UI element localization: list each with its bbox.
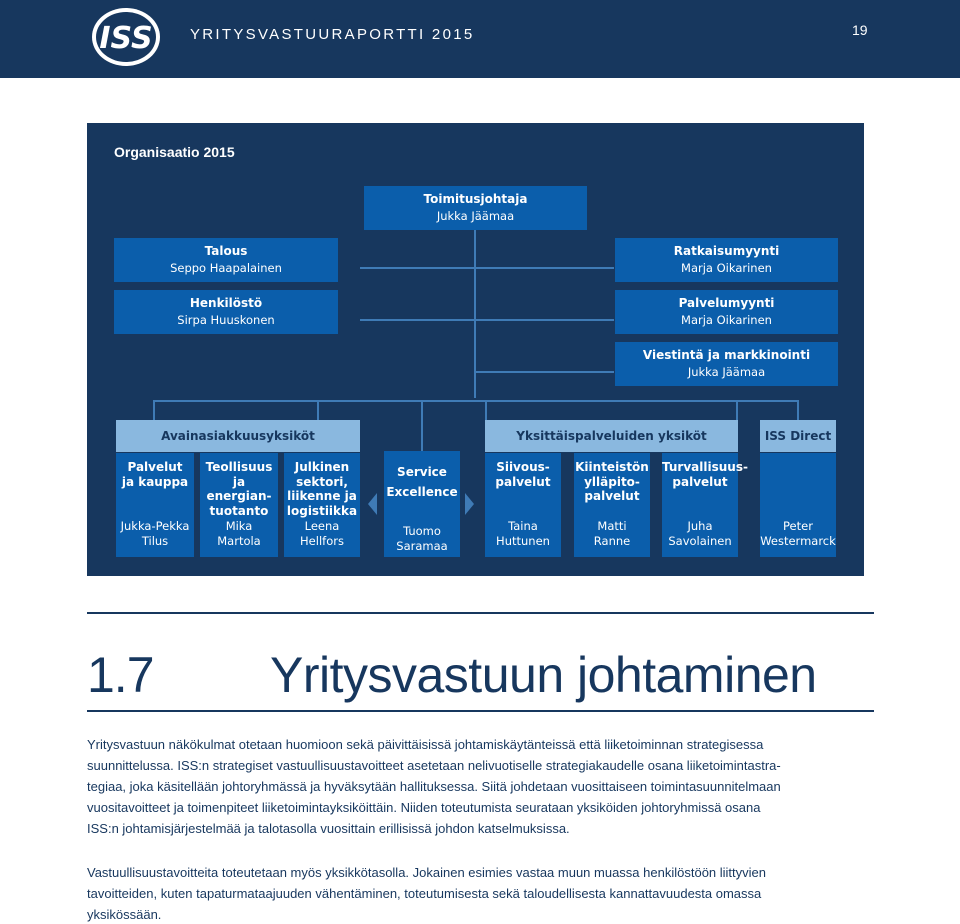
staff-title: Viestintä ja markkinointi <box>642 348 811 362</box>
staff-title: Ratkaisumyynti <box>673 244 780 258</box>
section-number: 1.7 <box>87 647 154 703</box>
connector-right-staff-2 <box>476 319 614 321</box>
staff-box-finance <box>114 238 338 282</box>
unit-name-line: palvelut <box>495 474 551 489</box>
unit-name-line: Siivous- <box>496 460 550 474</box>
staff-name: Seppo Haapalainen <box>170 261 282 275</box>
group-header-service-units: Yksittäispalveluiden yksiköt <box>485 420 738 452</box>
connector-horizontal-bar <box>153 400 799 402</box>
unit-name-line: Julkinen <box>294 460 350 474</box>
unit-name-line: liikenne ja <box>287 489 357 503</box>
org-chart <box>87 123 864 576</box>
staff-box-solution-sales <box>615 238 838 282</box>
section-rule-bottom <box>87 710 874 712</box>
group-header-key-accounts: Avainasiakkuusyksiköt <box>116 420 360 452</box>
connector-drop-1 <box>153 400 155 420</box>
section-title: Yritysvastuun johtaminen <box>270 647 817 703</box>
unit-person: Mika <box>225 519 253 533</box>
logo-text: ISS <box>99 21 153 56</box>
ceo-name: Jukka Jäämaa <box>436 209 515 223</box>
ceo-title: Toimitusjohtaja <box>423 192 528 206</box>
connector-drop-6 <box>797 400 799 420</box>
unit-box-property-maintenance <box>574 453 650 557</box>
staff-box-communications <box>615 342 838 386</box>
unit-person: Tilus <box>141 533 169 548</box>
unit-person: Saramaa <box>396 538 448 553</box>
unit-person: Martola <box>217 533 261 548</box>
unit-person: Huttunen <box>496 533 550 548</box>
unit-box-industry-energy <box>200 453 278 557</box>
unit-name-line: Teollisuus <box>205 460 273 474</box>
unit-name-line: tuotanto <box>209 503 269 518</box>
connector-drop-5 <box>736 400 738 420</box>
group-header-iss-direct: ISS Direct <box>760 420 836 452</box>
staff-name: Marja Oikarinen <box>681 261 772 275</box>
text-line: vuositavoitteet ja toimenpiteet liiketoimintayksiköittäin. Niiden toteutumista seurataan yksiköiden johtoryhmissä osana <box>87 800 761 815</box>
connector-drop-3 <box>421 400 423 451</box>
staff-title: Henkilöstö <box>189 296 263 310</box>
arrow-right-icon <box>465 493 474 515</box>
unit-person: Jukka-Pekka <box>120 519 190 533</box>
connector-right-staff-3 <box>476 371 614 373</box>
unit-person: Taina <box>508 519 538 533</box>
unit-person: Westermarck <box>760 533 836 548</box>
unit-person: Juha <box>687 519 713 533</box>
staff-title: Talous <box>204 244 248 258</box>
unit-name-line: ja energian- <box>206 474 272 503</box>
unit-box-iss-direct <box>760 453 836 557</box>
unit-person: Ranne <box>593 533 631 548</box>
report-title: YRITYSVASTUURAPORTTI 2015 <box>190 26 475 43</box>
body-paragraph-1 <box>87 734 877 839</box>
text-line: Vastuullisuustavoitteita toteutetaan myös yksikkötasolla. Jokainen esimies vastaa muun muassa henkilöstöön liittyvien <box>87 865 766 880</box>
connector-right-staff <box>476 267 614 269</box>
arrow-left-icon <box>368 493 377 515</box>
unit-person: Savolainen <box>668 533 732 548</box>
staff-title: Palvelumyynti <box>678 296 775 310</box>
section-rule-top <box>87 612 874 614</box>
staff-name: Sirpa Huuskonen <box>177 313 275 327</box>
connector-left-staff <box>360 267 474 269</box>
connector-left-staff-2 <box>360 319 474 321</box>
unit-box-services-retail <box>116 453 194 557</box>
staff-name: Marja Oikarinen <box>681 313 772 327</box>
text-line: ISS:n johtamisjärjestelmää ja talotasolla vuosittain erillisissä johdon katselmuksissa. <box>87 821 570 836</box>
unit-name-line: sektori, <box>296 474 348 489</box>
unit-name-line: Service <box>397 465 447 479</box>
unit-box-service-excellence <box>384 451 460 557</box>
unit-name-line: palvelut <box>584 489 640 503</box>
top-banner <box>0 0 960 78</box>
unit-name-line: Palvelut <box>127 460 183 474</box>
unit-person: Matti <box>597 519 627 533</box>
text-line: tegiaa, joka käsitellään johtoryhmässä ja hyväksytään hallituksessa. Siitä johdetaan vuosittaiseen toimintasuunnitelmaan <box>87 779 781 794</box>
body-paragraph-2 <box>87 862 877 924</box>
unit-person: Hellfors <box>300 533 344 548</box>
ceo-box <box>364 186 587 230</box>
unit-name-line: Excellence <box>386 485 458 499</box>
unit-box-cleaning <box>485 453 561 557</box>
connector-drop-4 <box>485 400 487 420</box>
text-line: tavoitteiden, kuten tapaturmataajuuden vähentäminen, toteutumisesta sekä taloudellisesta kannattavuudesta omassa <box>87 886 762 901</box>
page-number: 19 <box>852 22 868 38</box>
staff-box-hr <box>114 290 338 334</box>
unit-name-line: Turvallisuus- <box>662 460 748 474</box>
unit-person: Peter <box>783 519 813 533</box>
unit-name-line: ylläpito- <box>584 474 640 489</box>
unit-name-line: Kiinteistön <box>575 460 649 474</box>
unit-box-public-sector <box>284 453 360 557</box>
staff-name: Jukka Jäämaa <box>687 365 766 379</box>
unit-person: Leena <box>304 519 340 533</box>
unit-name-line: palvelut <box>672 474 728 489</box>
unit-person: Tuomo <box>403 524 441 538</box>
text-line: yksikössään. <box>87 907 162 922</box>
text-line: suunnittelussa. ISS:n strategiset vastuullisuustavoitteet asetetaan nelivuotiselle strategiakaudelle osana liiketoimintastra- <box>87 758 781 773</box>
iss-logo <box>89 5 163 69</box>
connector-drop-2 <box>317 400 319 420</box>
unit-box-security <box>662 453 748 557</box>
staff-box-service-sales <box>615 290 838 334</box>
text-line: Yritysvastuun näkökulmat otetaan huomioon sekä päivittäisissä johtamiskäytänteissä että liiketoiminnan strategisessa <box>87 737 764 752</box>
unit-name-line: logistiikka <box>286 503 358 518</box>
org-chart-title: Organisaatio 2015 <box>114 144 235 160</box>
unit-name-line: ja kauppa <box>121 474 189 489</box>
